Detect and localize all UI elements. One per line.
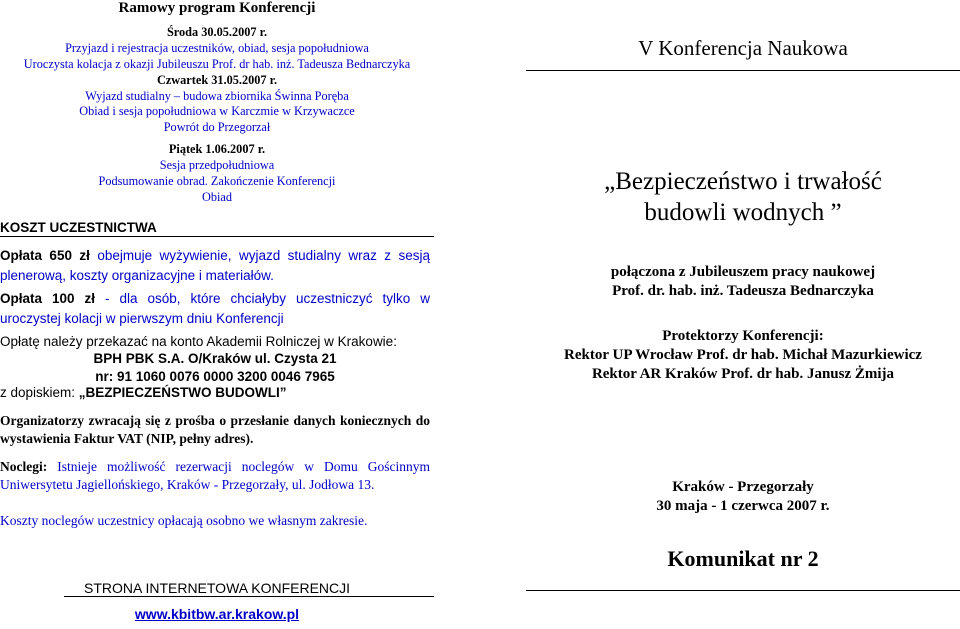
day-item: Sesja przedpołudniowa: [159, 158, 275, 172]
cost-divider: [0, 236, 434, 237]
bulletin-title: Komunikat nr 2: [667, 546, 819, 571]
fee-650-label: Opłata 650 zł: [0, 248, 90, 263]
day-item: Obiad i sesja popołudniowa w Karczmie w Krzywaczce: [79, 104, 355, 118]
jubilee-line: połączona z Jubileuszem pracy naukowej: [610, 264, 876, 280]
bank-account: nr: 91 1060 0076 0000 3200 0046 7965: [95, 369, 335, 384]
lodging-cost: Koszty noclegów uczestnicy opłacają osobno we własnym zakresie.: [0, 513, 368, 528]
fee-100: [0, 289, 430, 329]
cost-heading: KOSZT UCZESTNICTWA: [0, 220, 157, 235]
day-item: Wyjazd studialny – budowa zbiornika Świnna Poręba: [85, 88, 349, 103]
fee-650: [0, 246, 430, 286]
day-item: Powrót do Przegorzał: [163, 119, 271, 134]
day-date: Środa 30.05.2007 r.: [166, 25, 268, 39]
jubilee-info: [526, 263, 960, 301]
day-date: Czwartek 31.05.2007 r.: [156, 73, 278, 87]
conference-title-divider: [526, 70, 960, 71]
lodging-info: [0, 458, 430, 494]
day-item: Uroczysta kolacja z okazji Jubileuszu Prof. dr hab. inż. Tadeusza Bednarczyka: [23, 57, 411, 71]
place-and-date: [526, 478, 960, 516]
website-heading: STRONA INTERNETOWA KONFERENCJI: [83, 580, 351, 596]
main-title-line: budowli wodnych ”: [644, 199, 842, 226]
patrons-heading: Protektorzy Konferencji:: [662, 328, 824, 344]
day-item: Obiad: [201, 190, 233, 204]
main-title: [526, 166, 960, 228]
conference-title: V Konferencja Naukowa: [638, 36, 848, 60]
payment-instruction: Opłatę należy przekazać na konto Akademii Rolniczej w Krakowie:: [0, 334, 397, 349]
website-link-container: [0, 606, 434, 622]
day-item: Przyjazd i rejestracja uczestników, obiad, sesja popołudniowa: [65, 41, 369, 55]
bulletin-divider: [526, 590, 960, 591]
main-title-line: „Bezpieczeństwo i trwałość: [604, 168, 882, 195]
bank-name: BPH PBK S.A. O/Kraków ul. Czysta 21: [93, 351, 337, 366]
payment-note-value: „BEZPIECZEŃSTWO BUDOWLI”: [78, 385, 287, 400]
website-link[interactable]: www.kbitbw.ar.krakow.pl: [134, 606, 300, 622]
jubilee-line: Prof. dr. hab. inż. Tadeusza Bednarczyka: [612, 283, 874, 299]
day-thursday: [0, 73, 434, 135]
patron: Rektor UP Wrocław Prof. dr hab. Michał Mazurkiewicz: [564, 347, 922, 363]
lodging-label: Noclegi:: [0, 459, 48, 474]
day-item: Podsumowanie obrad. Zakończenie Konferencji: [98, 174, 336, 188]
day-friday: [0, 141, 434, 205]
day-wednesday: [0, 24, 434, 72]
website-divider: [64, 596, 434, 597]
patrons: [526, 327, 960, 384]
payment-note-prefix: z dopiskiem:: [0, 385, 79, 400]
patron: Rektor AR Kraków Prof. dr hab. Janusz Żmija: [591, 366, 895, 382]
organizers-request: Organizatorzy zwracają się z prośba o przesłanie danych koniecznych do wystawienia Faktur VAT (NIP, pełny adres).: [0, 413, 430, 446]
program-title: Ramowy program Konferencji: [118, 0, 316, 16]
lodging-text: Istnieje możliwość rezerwacji noclegów w Domu Gościnnym Uniwersytetu Jagiellońskiego, Kraków - Przegorzały, ul. Jodłowa 13.: [0, 459, 430, 492]
fee-650-text: obejmuje wyżywienie, wyjazd studialny wraz z sesją plenerową, koszty organizacyjne i materiałów.: [0, 248, 430, 283]
place: Kraków - Przegorzały: [672, 479, 814, 495]
day-date: Piątek 1.06.2007 r.: [168, 142, 266, 156]
dates: 30 maja - 1 czerwca 2007 r.: [656, 498, 830, 514]
fee-100-label: Opłata 100 zł: [0, 291, 96, 306]
payment-note: [0, 384, 430, 402]
fee-100-text: - dla osób, które chciałyby uczestniczyć tylko w uroczystej kolacji w pierwszym dniu Konferencji: [0, 291, 430, 326]
